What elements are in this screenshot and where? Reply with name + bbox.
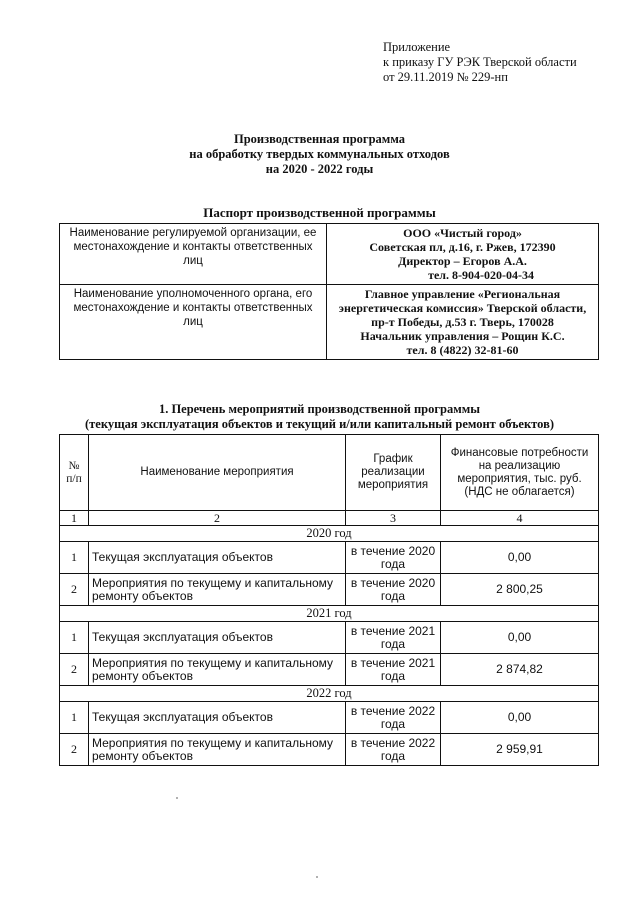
- year-label: 2022 год: [60, 686, 599, 702]
- header-schedule: График реализации мероприятия: [346, 435, 441, 511]
- table-row: [60, 702, 599, 734]
- row-schedule: в течение 2022 года: [346, 702, 441, 734]
- passport-value: [327, 285, 599, 360]
- column-number: 2: [89, 511, 346, 526]
- section-title-line: (текущая эксплуатация объектов и текущий и/или капитальный ремонт объектов): [84, 417, 554, 431]
- row-amount: 2 959,91: [441, 734, 599, 766]
- year-row: [60, 526, 599, 542]
- row-name: Мероприятия по текущему и капитальному ремонту объектов: [89, 734, 346, 766]
- table-row: [60, 622, 599, 654]
- column-numbers-row: [60, 511, 599, 526]
- row-number: 2: [60, 574, 89, 606]
- section-title-line: 1. Перечень мероприятий производственной программы: [158, 402, 481, 416]
- title-line: Производственная программа: [233, 132, 406, 146]
- row-number: 1: [60, 702, 89, 734]
- column-number: 4: [441, 511, 599, 526]
- scan-speck: [316, 876, 318, 878]
- passport-value-line: ООО «Чистый город»: [403, 226, 522, 240]
- scan-speck: [176, 797, 178, 799]
- row-number: 2: [60, 734, 89, 766]
- row-name: Текущая эксплуатация объектов: [89, 622, 346, 654]
- row-name: Текущая эксплуатация объектов: [89, 542, 346, 574]
- year-row: [60, 686, 599, 702]
- passport-label: Наименование уполномоченного органа, его местонахождение и контакты ответственных лиц: [60, 285, 327, 360]
- row-amount: 2 800,25: [441, 574, 599, 606]
- appendix-line: от 29.11.2019 № 229-нп: [383, 70, 508, 84]
- appendix-line: Приложение: [383, 40, 451, 54]
- year-label: 2020 год: [60, 526, 599, 542]
- passport-heading: Паспорт производственной программы: [203, 205, 436, 220]
- passport-row: [60, 285, 599, 360]
- passport-value-line: Советская пл, д.16, г. Ржев, 172390: [369, 240, 556, 254]
- passport-value-line: пр-т Победы, д.53 г. Тверь, 170028: [371, 315, 554, 329]
- row-number: 1: [60, 542, 89, 574]
- passport-label: Наименование регулируемой организации, ее местонахождение и контакты ответственных лиц: [60, 224, 327, 285]
- column-number: 3: [346, 511, 441, 526]
- column-number: 1: [60, 511, 89, 526]
- measures-table: [59, 434, 599, 766]
- row-amount: 0,00: [441, 542, 599, 574]
- row-amount: 0,00: [441, 702, 599, 734]
- title-line: на 2020 - 2022 годы: [265, 162, 374, 176]
- row-amount: 0,00: [441, 622, 599, 654]
- row-number: 1: [60, 622, 89, 654]
- appendix-note: [383, 40, 577, 85]
- passport-value-line: Директор – Егоров А.А.: [398, 254, 527, 268]
- year-row: [60, 606, 599, 622]
- table-row: [60, 654, 599, 686]
- header-finance: Финансовые потребности на реализацию мероприятия, тыс. руб. (НДС не облагается): [441, 435, 599, 511]
- passport-value-line: тел. 8-904-020-04-34: [428, 268, 534, 282]
- row-schedule: в течение 2022 года: [346, 734, 441, 766]
- row-name: Текущая эксплуатация объектов: [89, 702, 346, 734]
- passport-value-line: Главное управление «Региональная энергетическая комиссия» Тверской области,: [338, 287, 587, 315]
- title-line: на обработку твердых коммунальных отходов: [189, 147, 450, 161]
- row-name: Мероприятия по текущему и капитальному ремонту объектов: [89, 654, 346, 686]
- row-schedule: в течение 2020 года: [346, 542, 441, 574]
- row-schedule: в течение 2021 года: [346, 654, 441, 686]
- row-name: Мероприятия по текущему и капитальному ремонту объектов: [89, 574, 346, 606]
- table-row: [60, 574, 599, 606]
- table-header-row: [60, 435, 599, 511]
- header-name: Наименование мероприятия: [89, 435, 346, 511]
- passport-value: [327, 224, 599, 285]
- passport-value-line: Начальник управления – Рощин К.С.: [360, 329, 565, 343]
- passport-table: [59, 223, 599, 360]
- table-row: [60, 542, 599, 574]
- table-row: [60, 734, 599, 766]
- row-schedule: в течение 2021 года: [346, 622, 441, 654]
- header-num: № п/п: [60, 435, 89, 511]
- row-schedule: в течение 2020 года: [346, 574, 441, 606]
- passport-row: [60, 224, 599, 285]
- section-title: [0, 402, 639, 432]
- appendix-line: к приказу ГУ РЭК Тверской области: [383, 55, 577, 69]
- row-amount: 2 874,82: [441, 654, 599, 686]
- passport-value-line: тел. 8 (4822) 32-81-60: [406, 343, 519, 357]
- year-label: 2021 год: [60, 606, 599, 622]
- row-number: 2: [60, 654, 89, 686]
- document-title: [0, 132, 639, 177]
